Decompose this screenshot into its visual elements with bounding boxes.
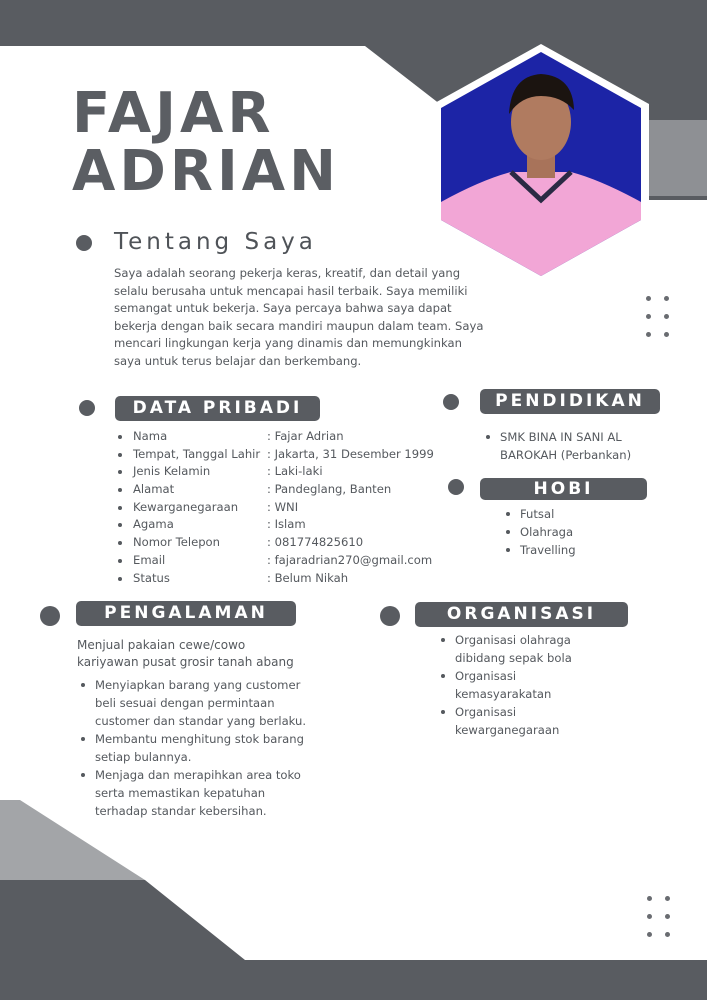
list-item: Travelling [503,541,633,559]
about-text: Saya adalah seorang pekerja keras, kreatif, dan detail yang selalu berusaha untuk mencapai hasil terbaik. Saya memiliki semangat untuk bekerja. Saya percaya bahwa saya dapat bekerja dengan baik secara mandiri maupun dalam team. Saya mencari lingkungan kerja yang dinamis dan memungkinkan saya untuk terus belajar dan berkembang. [114,266,484,368]
about-bullet-dot [76,235,92,251]
list-item: Olahraga [503,523,633,541]
organisasi-title: ORGANISASI [415,602,628,627]
pengalaman-list [78,676,308,820]
list-item: Futsal [503,505,633,523]
pengalaman-intro-1: Menjual pakaian cewe/cowo [77,638,246,652]
list-item: Organisasi kemasyarakatan [438,667,588,703]
pendidikan-dot [443,394,459,410]
pendidikan-list [483,428,653,464]
data-pribadi-title: DATA PRIBADI [115,396,320,421]
bottom-band [0,880,707,1000]
pengalaman-dot [40,606,60,626]
list-item: Membantu menghitung stok barang setiap bulannya. [78,730,308,766]
dot-grid-top [646,296,676,341]
list-item: SMK BINA IN SANI AL BAROKAH (Perbankan) [483,428,653,464]
list-item: Organisasi kewarganegaraan [438,703,588,739]
list-item: Organisasi olahraga dibidang sepak bola [438,631,588,667]
pengalaman-title: PENGALAMAN [76,601,296,626]
last-name: ADRIAN [72,139,340,204]
organisasi-list [438,631,588,739]
organisasi-dot [380,606,400,626]
data-pribadi-dot [79,400,95,416]
first-name: FAJAR [72,81,275,146]
hobi-title: HOBI [480,478,647,500]
pengalaman-intro-2: kariyawan pusat grosir tanah abang [77,655,294,669]
pendidikan-title: PENDIDIKAN [480,389,660,414]
about-title: Tentang Saya [114,229,317,255]
hobi-list [503,505,633,559]
list-item: Menyiapkan barang yang customer beli sesuai dengan permintaan customer dan standar yang berlaku. [78,676,308,730]
hobi-dot [448,479,464,495]
dot-grid-bottom [647,896,677,941]
profile-photo [441,52,641,276]
list-item: Menjaga dan merapihkan area toko serta memastikan kepatuhan terhadap standar kebersihan. [78,766,308,820]
